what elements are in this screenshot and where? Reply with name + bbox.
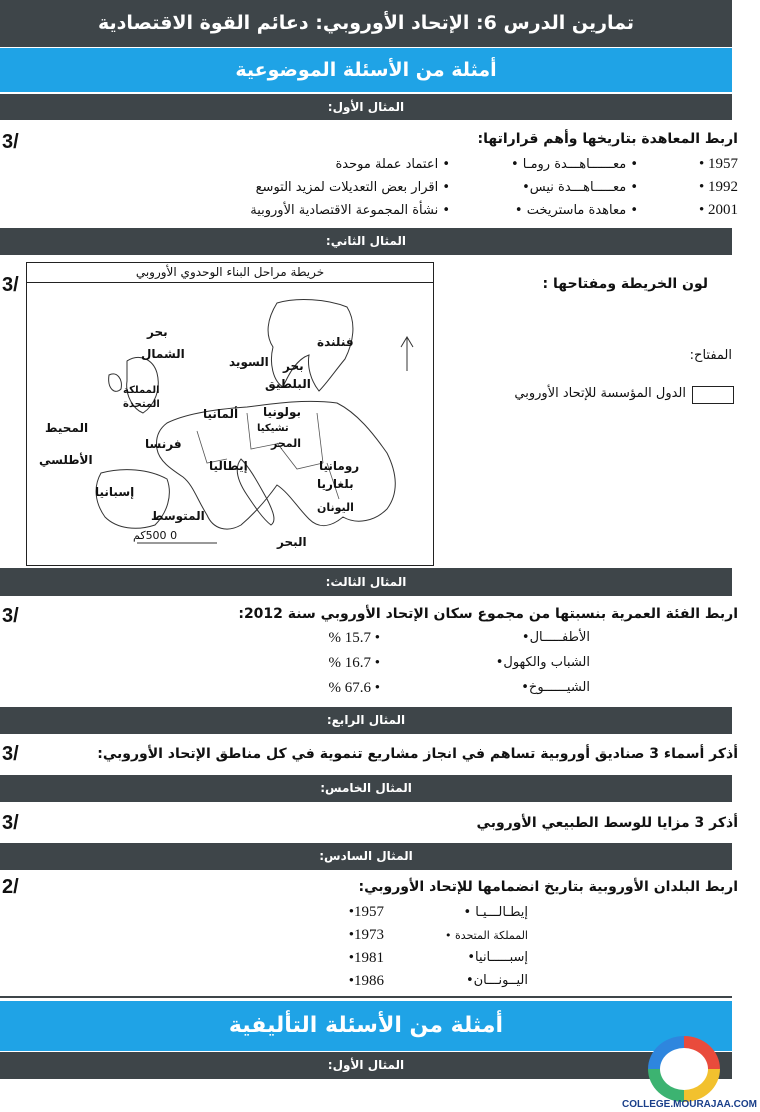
- example6-question: اربط البلدان الأوروبية بتاريخ انضمامها للإتحاد الأوروبي:: [358, 879, 738, 895]
- example4-score: 3/: [2, 743, 19, 765]
- synthetic-section-bar: [0, 1001, 732, 1051]
- map-label-france: فرنسا: [145, 437, 182, 451]
- map-label-sweden: السويد: [229, 355, 269, 369]
- site-logo-center: [660, 1048, 708, 1090]
- example3-score: 3/: [2, 605, 19, 627]
- example1-decision-3: • نشأة المجموعة الاقتصادية الأوروبية: [250, 203, 450, 218]
- example1-score: 3/: [2, 131, 19, 153]
- section-divider: [0, 996, 732, 998]
- map-scale-label: 0 500كم: [133, 529, 178, 542]
- synthetic-section-title: أمثلة من الأسئلة التأليفية: [228, 1013, 504, 1038]
- title-bar: [0, 0, 732, 47]
- map-label-greece: اليونان: [317, 501, 354, 514]
- example1-decision-1: • اعتماد عملة موحدة: [335, 157, 450, 172]
- example4-heading: المثال الرابع:: [326, 713, 406, 727]
- example5-question: أذكر 3 مزايا للوسط الطبيعي الأوروبي: [476, 815, 738, 831]
- example3-value-1: • 15.7 %: [328, 630, 380, 646]
- example1-heading: المثال الأول:: [327, 100, 405, 114]
- map-label-spain: إسبانيا: [95, 485, 135, 499]
- example6-year-2: 1973•: [348, 927, 384, 943]
- synthetic-example1-heading: المثال الأول:: [327, 1058, 405, 1072]
- example3-value-3: • 67.6 %: [328, 680, 380, 696]
- example6-country-1: إيطـالـــيـا •: [463, 905, 528, 920]
- example6-country-4: اليــونـــان•: [465, 973, 528, 988]
- example3-group-1: الأطفـــــال•: [521, 630, 590, 645]
- map-key-item: الدول المؤسسة للإتحاد الأوروبي: [514, 386, 686, 401]
- example1-year-3: 2001 •: [698, 202, 738, 218]
- map-title: خريطة مراحل البناء الوحدوي الأوروبي: [27, 265, 433, 283]
- map-label-romania: رومانيا: [319, 459, 360, 473]
- example1-treaty-3: • معاهدة ماستريخت •: [514, 203, 638, 218]
- synthetic-example1-heading-bar: [0, 1052, 732, 1079]
- map-label-baltic-1: بحر: [283, 359, 304, 373]
- example3-heading: المثال الثالث:: [325, 575, 407, 589]
- example1-treaty-2: • معـــــاهـــدة نيس•: [522, 180, 638, 195]
- example1-treaty-1: • معــــــاهـــدة رومـا •: [511, 157, 638, 172]
- example5-heading-bar: [0, 775, 732, 802]
- example3-heading-bar: [0, 568, 732, 596]
- example6-year-3: 1981•: [348, 950, 384, 966]
- example6-country-3: إسبـــــانيا•: [467, 950, 528, 965]
- example6-score: 2/: [2, 876, 19, 898]
- map-label-germany: ألمانيا: [203, 407, 239, 421]
- map-label-poland: بولونيا: [263, 405, 301, 419]
- example2-heading-bar: [0, 228, 732, 255]
- example6-heading-bar: [0, 843, 732, 870]
- objective-section-title: أمثلة من الأسئلة الموضوعية: [235, 59, 497, 81]
- map-label-uk-1: المملكة: [123, 385, 160, 396]
- map-label-ocean-2: الأطلسي: [39, 453, 93, 467]
- example4-question: أذكر أسماء 3 صناديق أوروبية تساهم في انجاز مشاريع تنموية في كل مناطق الإتحاد الأوروبي:: [97, 746, 738, 762]
- map-label-north-sea-2: الشمال: [141, 347, 185, 361]
- example1-question: اربط المعاهدة بتاريخها وأهم قراراتها:: [477, 131, 738, 147]
- example1-year-1: 1957 •: [698, 156, 738, 172]
- map-label-med-2: البحر: [277, 535, 307, 549]
- map-label-czech: تشيكيا: [257, 423, 289, 434]
- map-label-med-1: المتوسط: [151, 509, 205, 523]
- map-label-baltic-2: البلطيق: [265, 377, 311, 391]
- map-label-ocean-1: المحيط: [45, 421, 89, 435]
- example3-question: اربط الفئة العمرية بنسبتها من مجموع سكان الإتحاد الأوروبي سنة 2012:: [238, 606, 738, 622]
- example1-year-2: 1992 •: [698, 179, 738, 195]
- example6-country-2: المملكة المتحدة •: [445, 929, 528, 942]
- map-label-finland: فنلندة: [317, 335, 354, 349]
- example1-decision-2: • اقرار بعض التعديلات لمزيد التوسع: [255, 180, 450, 195]
- map-label-uk-2: المتحدة: [123, 399, 160, 410]
- example1-heading-bar: [0, 94, 732, 120]
- example3-group-3: الشيــــــوخ•: [521, 680, 590, 695]
- map-label-hungary: المجر: [271, 437, 302, 450]
- example6-year-4: 1986•: [348, 973, 384, 989]
- europe-map: [26, 262, 434, 566]
- page-title: تمارين الدرس 6: الإتحاد الأوروبي: دعائم القوة الاقتصادية: [97, 12, 635, 34]
- example3-group-2: الشباب والكهول•: [495, 655, 590, 670]
- example2-instruction: لون الخريطة ومفتاحها :: [542, 276, 708, 292]
- footer-site-url[interactable]: COLLEGE.MOURAJAA.COM: [622, 1099, 757, 1110]
- example2-score: 3/: [2, 274, 19, 296]
- map-label-north-sea-1: بحر: [147, 325, 168, 339]
- map-label-bulgaria: بلغاريا: [317, 477, 354, 491]
- example5-score: 3/: [2, 812, 19, 834]
- example5-heading: المثال الخامس:: [320, 781, 412, 795]
- example6-heading: المثال السادس:: [319, 849, 413, 863]
- map-key-label: المفتاح:: [689, 348, 732, 363]
- example6-year-1: 1957•: [348, 904, 384, 920]
- example2-heading: المثال الثاني:: [325, 234, 407, 248]
- map-label-italy: إيطاليا: [209, 459, 248, 473]
- example3-value-2: • 16.7 %: [328, 655, 380, 671]
- map-key-swatch: [692, 386, 734, 404]
- objective-section-bar: [0, 48, 732, 92]
- example4-heading-bar: [0, 707, 732, 734]
